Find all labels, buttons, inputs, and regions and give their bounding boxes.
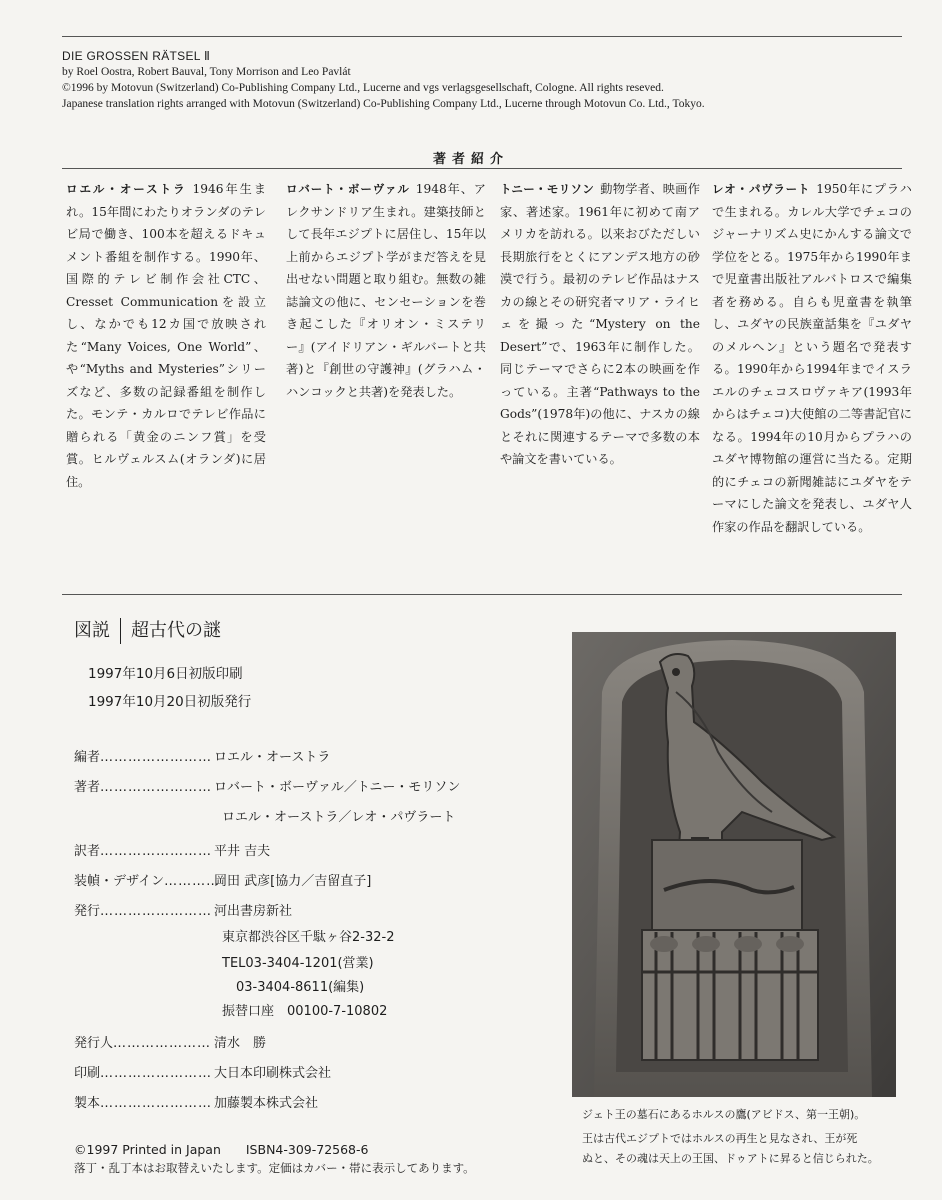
notice: 落丁・乱丁本はお取替えいたします。定価はカバー・帯に表示してあります。: [74, 1161, 475, 1175]
series-label: 図説: [74, 620, 110, 641]
credit-value: 岡田 武彦[協力／吉留直子]: [214, 874, 372, 889]
credit-publisher: [74, 900, 292, 919]
credit-dots: ……………………: [100, 844, 213, 859]
credit-dots: ……………………: [100, 1096, 213, 1111]
credit-label: 発行: [74, 904, 101, 919]
book-title: [74, 616, 221, 644]
credit-label: 印刷: [74, 1066, 101, 1081]
main-title: 超古代の謎: [131, 620, 221, 641]
credit-printer: [74, 1062, 331, 1081]
credit-dots: ……………………: [100, 750, 213, 765]
credit-label: 編者: [74, 750, 101, 765]
translation-rights: Japanese translation rights arranged with Motovun (Switzerland) Co-Publishing Company Ltd., Lucerne through Motovun Co. Ltd., Tokyo.: [62, 98, 705, 110]
credit-value: 大日本印刷株式会社: [214, 1066, 332, 1081]
author-heading-rule: [62, 168, 902, 169]
author-bio-text: 1946年生まれ。15年間にわたりオランダのテレビ局で働き、100本を超えるドキュメント番組を制作する。1990年、国際的テレビ制作会社CTC、Cresset Communicationを設立し、なかでも12カ国で放映された“Many Voices, One World”、や“Myths and Mysteries”シリーズなど、多数の記録番組を制作した。モンテ・カルロでテレビ作品に贈られる「黄金のニンフ賞」を受賞。ヒルヴェルスム(オランダ)に居住。: [66, 182, 266, 489]
credit-binder: [74, 1092, 318, 1111]
photo-caption-3: ぬと、その魂は天上の王国、ドゥアトに昇ると信じられた。: [582, 1152, 879, 1165]
print-date: 1997年10月6日初版印刷: [88, 666, 243, 682]
publisher-transfer: 振替口座 00100-7-10802: [222, 1004, 388, 1019]
credit-dots: ……………………: [100, 1066, 213, 1081]
author-bio-morrison: [500, 178, 700, 471]
author-bio-oostra: [66, 178, 266, 493]
credit-label: 著者: [74, 780, 101, 795]
copyright-isbn: ©1997 Printed in Japan ISBN4-309-72568-6: [74, 1142, 369, 1157]
credit-authors-cont: ロエル・オーストラ／レオ・パヴラート: [222, 810, 456, 825]
photo-caption-1: ジェト王の墓石にあるホルスの鷹(アビドス、第一王朝)。: [582, 1108, 866, 1121]
title-divider: [120, 618, 121, 644]
publish-date: 1997年10月20日初版発行: [88, 694, 252, 710]
author-bio-bauval: [286, 178, 486, 403]
credit-label: 装幀・デザイン: [74, 874, 165, 889]
credit-label: 発行人: [74, 1036, 114, 1051]
publisher-tel-sales: TEL03-3404-1201(営業): [222, 956, 374, 971]
credit-dots: …………………: [113, 1036, 212, 1051]
publisher-tel-edit: 03-3404-8611(編集): [236, 980, 365, 995]
horus-falcon-stela-photo: [572, 632, 896, 1097]
author-bio-text: 1948年、アレクサンドリア生まれ。建築技師として長年エジプトに居住し、15年以上前からエジプト学がまだ答えを見出せない問題と取り組む。無数の雑誌論文の他に、センセーションを巻き起こした『オリオン・ミステリー』(アイドリアン・ギルバートと共著)と『創世の守護神』(グラハム・ハンコックと共著)を発表した。: [286, 182, 486, 399]
credit-label: 製本: [74, 1096, 101, 1111]
credit-design: [74, 870, 371, 889]
author-bio-text: 動物学者、映画作家、著述家。1961年に初めて南アメリカを訪れる。以来おびただしい長期旅行をとくにアンデス地方の砂漠で行う。最初のテレビ作品はナスカの線とその研究者マリア・ライヒェを撮った“Mystery on the Desert”で、1963年に制作した。同じテーマでさらに2本の映画を作っている。主著“Pathways to the Gods”(1978年)の他に、ナスカの線とそれに関連するテーマで多数の本や論文を書いている。: [500, 182, 700, 466]
credit-issuer: [74, 1032, 266, 1051]
stela-image-icon: [572, 632, 896, 1097]
credit-editor: [74, 746, 330, 765]
photo-caption-2: 王は古代エジプトではホルスの再生と見なされ、王が死: [582, 1132, 858, 1145]
author-bio-pavlat: [712, 178, 912, 538]
copyright-block: [62, 48, 705, 112]
original-title: DIE GROSSEN RÄTSEL Ⅱ: [62, 49, 211, 63]
credit-authors: [74, 776, 460, 795]
credit-value: 平井 吉夫: [214, 844, 271, 859]
credit-dots: …………: [164, 874, 221, 889]
credit-translator: [74, 840, 270, 859]
copyright-line: ©1996 by Motovun (Switzerland) Co-Publishing Company Ltd., Lucerne and vgs verlagsgesellschaft, Cologne. All rights reseved.: [62, 82, 664, 94]
top-rule: [62, 36, 902, 37]
credit-value: 加藤製本株式会社: [214, 1096, 319, 1111]
credit-dots: ……………………: [100, 780, 213, 795]
author-bio-text: 1950年にプラハで生まれる。カレル大学でチェコのジャーナリズム史にかんする論文で学位をとる。1975年から1990年まで児童書出版社アルバトロスで編集者を務める。自らも児童書を執筆し、ユダヤの民族童話集を『ユダヤのメルヘン』という題名で発表する。1990年から1994年までイスラエルのチェコスロヴァキア(1993年からはチェコ)大使館の二等書記官になる。1994年の10月からプラハのユダヤ博物館の運営に当たる。定期的にチェコの新聞雑誌にユダヤをテーマにした論文を発表し、ユダヤ人作家の作品を翻訳している。: [712, 182, 912, 534]
colophon-rule: [62, 594, 902, 595]
credit-dots: ……………………: [100, 904, 213, 919]
original-authors: by Roel Oostra, Robert Bauval, Tony Morrison and Leo Pavlát: [62, 66, 351, 78]
publisher-address: 東京都渋谷区千駄ヶ谷2-32-2: [222, 930, 395, 945]
credit-value: 河出書房新社: [214, 904, 293, 919]
author-name: トニー・モリソン: [500, 182, 595, 196]
credit-value: ロエル・オーストラ: [214, 750, 331, 765]
credit-value: 清水 勝: [214, 1036, 267, 1051]
credit-label: 訳者: [74, 844, 101, 859]
credit-value: ロバート・ボーヴァル／トニー・モリソン: [214, 780, 461, 795]
author-name: ロバート・ボーヴァル: [286, 182, 410, 196]
author-name: ロエル・オーストラ: [66, 182, 187, 196]
author-section-heading: 著者紹介: [432, 152, 509, 167]
author-name: レオ・パヴラート: [712, 182, 811, 196]
